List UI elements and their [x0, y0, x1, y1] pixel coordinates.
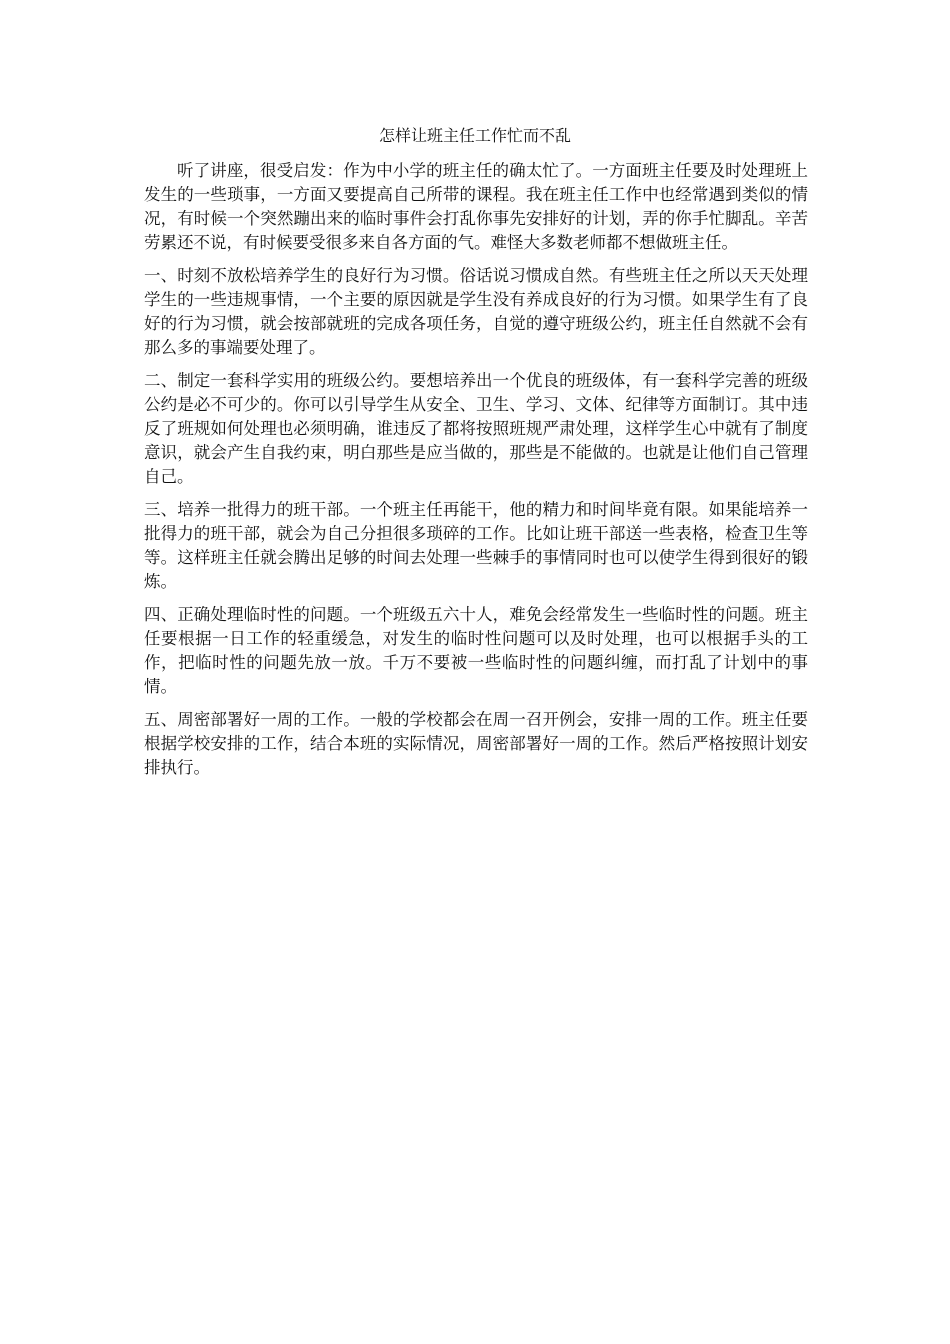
intro-paragraph: 听了讲座，很受启发：作为中小学的班主任的确太忙了。一方面班主任要及时处理班上发生的一些琐事，一方面又要提高自己所带的课程。我在班主任工作中也经常遇到类似的情况，有时候一个突然蹦出来的临时事件会打乱你事先安排好的计划，弄的你手忙脚乱。辛苦劳累还不说，有时候要受很多来自各方面的气。难怪大多数老师都不想做班主任。 [144, 161, 808, 252]
section-4-paragraph: 四、正确处理临时性的问题。一个班级五六十人，难免会经常发生一些临时性的问题。班主任要根据一日工作的轻重缓急，对发生的临时性问题可以及时处理，也可以根据手头的工作，把临时性的问题先放一放。千万不要被一些临时性的问题纠缠，而打乱了计划中的事情。 [144, 605, 808, 696]
section-5-paragraph: 五、周密部署好一周的工作。一般的学校都会在周一召开例会，安排一周的工作。班主任要根据学校安排的工作，结合本班的实际情况，周密部署好一周的工作。然后严格按照计划安排执行。 [144, 710, 808, 777]
document-body [144, 159, 808, 789]
document-title: 怎样让班主任工作忙而不乱 [378, 126, 571, 145]
section-1-paragraph: 一、时刻不放松培养学生的良好行为习惯。俗话说习惯成自然。有些班主任之所以天天处理学生的一些违规事情，一个主要的原因就是学生没有养成良好的行为习惯。如果学生有了良好的行为习惯，就会按部就班的完成各项任务，自觉的遵守班级公约，班主任自然就不会有那么多的事端要处理了。 [144, 266, 808, 357]
section-2-paragraph: 二、制定一套科学实用的班级公约。要想培养出一个优良的班级体，有一套科学完善的班级公约是必不可少的。你可以引导学生从安全、卫生、学习、文体、纪律等方面制订。其中违反了班规如何处理也必须明确，谁违反了都将按照班规严肃处理，这样学生心中就有了制度意识，就会产生自我约束，明白那些是应当做的，那些是不能做的。也就是让他们自己管理自己。 [144, 371, 808, 486]
section-3-paragraph: 三、培养一批得力的班干部。一个班主任再能干，他的精力和时间毕竟有限。如果能培养一批得力的班干部，就会为自己分担很多琐碎的工作。比如让班干部送一些表格，检查卫生等等。这样班主任就会腾出足够的时间去处理一些棘手的事情同时也可以使学生得到很好的锻炼。 [144, 500, 808, 591]
